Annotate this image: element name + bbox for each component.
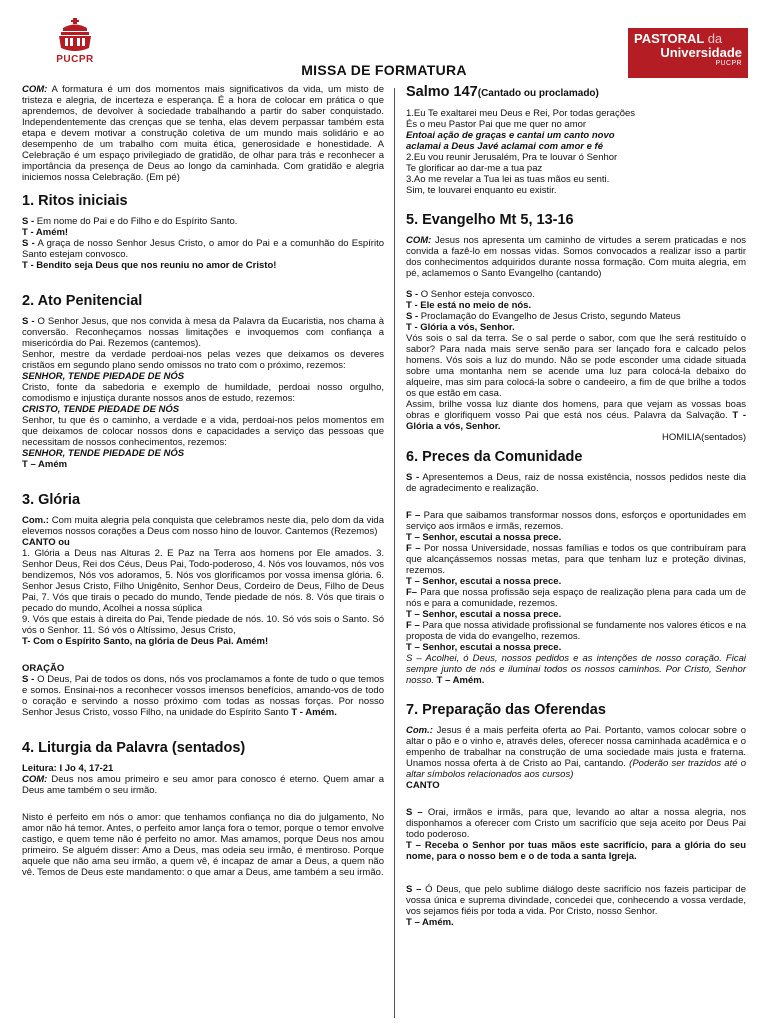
pastoral-logo-line1 xyxy=(634,32,742,46)
ato-paragraph-1-text: O Senhor Jesus, que nos convida à mesa da Palavra da Eucaristia, nos chama à conversão. Reconheçamos nossas limitações e invoquemos com confiança a misericórdia do Pai. Rezemos (cantemos). xyxy=(22,316,385,349)
oferendas-prayer-2 xyxy=(406,884,746,917)
section-title-ritos: 1. Ritos iniciais xyxy=(22,193,128,209)
section-title-oferendas: 7. Preparação das Oferendas xyxy=(406,702,606,718)
section-title-salmo xyxy=(406,84,746,102)
speaker-label: S - xyxy=(22,216,35,227)
prece-3 xyxy=(406,587,746,609)
ritos-line-2: T - Amém! xyxy=(22,227,69,238)
salmo-refrain-2: aclamai a Deus Javé aclamai com amor e fé xyxy=(406,141,603,152)
universidade-word: Universidade xyxy=(660,45,742,60)
salmo-refrain-1: Entoai ação de graças e cantai um canto novo xyxy=(406,130,615,141)
liturgia-commentary xyxy=(22,774,384,796)
ato-paragraph-4: Senhor, tu que és o caminho, a verdade e a vida, perdoai-nos pelos momentos em que deixamos de colocar nossos dons e capacidades a serviço das pessoas que necessitam de nossos conhecimentos, rezemos: xyxy=(22,415,384,448)
evangelho-reading-2-text: Assim, brilhe vossa luz diante dos homens, para que vejam as vossas boas obras e glorifiquem vosso Pai que está nos céus. Palavra da Salvação. xyxy=(406,399,746,421)
ritos-line-3 xyxy=(22,238,384,260)
evangelho-line-1 xyxy=(406,289,746,300)
section-title-preces: 6. Preces da Comunidade xyxy=(406,449,583,465)
pucpr-small-word: PUCPR xyxy=(715,60,742,67)
evangelho-acclamation: T - Glória a vós, Senhor. xyxy=(406,410,747,432)
prece-1 xyxy=(406,510,746,532)
prece-response: T – Senhor, escutai a nossa prece. xyxy=(406,609,562,620)
prece-response: T – Senhor, escutai a nossa prece. xyxy=(406,576,562,587)
ato-response-2: CRISTO, TENDE PIEDADE DE NÓS xyxy=(22,404,180,415)
gloria-final: T- Com o Espírito Santo, na glória de Deus Pai. Amém! xyxy=(22,636,269,647)
evangelho-reading-2 xyxy=(406,399,746,432)
speaker-label: F– xyxy=(406,587,418,598)
section-title-evangelho: 5. Evangelho Mt 5, 13-16 xyxy=(406,212,574,228)
oferendas-prayer-2-text: Ó Deus, que pelo sublime diálogo deste sacrifício nos fazeis participar de vossa única e suprema divindade, concedei que, conhecendo a vossa verdade, vos sejamos fiéis por toda a vida. Por Cristo, nosso Senhor. xyxy=(406,884,747,917)
da-word: da xyxy=(707,31,723,46)
right-column xyxy=(406,84,746,928)
preces-intro-text: Apresentemos a Deus, raiz de nossa existência, nossos pedidos neste dia de agradecimento e realização. xyxy=(406,472,747,494)
commentary-label: Com.: xyxy=(22,515,49,526)
logo-left-label: PUCPR xyxy=(56,54,94,65)
speaker-label: F – xyxy=(406,510,421,521)
oferendas-amen: T – Amém. xyxy=(406,917,454,928)
ato-paragraph-1 xyxy=(22,316,384,349)
speaker-label: F – xyxy=(406,543,421,554)
evangelho-line-4: T - Glória a vós, Senhor. xyxy=(406,322,515,333)
evangelho-commentary xyxy=(406,235,746,279)
section-title-gloria: 3. Glória xyxy=(22,492,81,508)
salmo-title: Salmo 147 xyxy=(406,84,478,100)
column-divider xyxy=(394,88,395,1018)
homilia-label: HOMILIA(sentados) xyxy=(662,432,746,443)
salmo-line-4: Te glorificar ao dar-me a tua paz xyxy=(406,163,543,174)
oferendas-note: (Poderão ser trazidos até o altar símbolos relacionados aos cursos) xyxy=(406,758,746,780)
salmo-line-6: Sim, te louvarei enquanto eu existir. xyxy=(406,185,557,196)
oracao-label: ORAÇÃO xyxy=(22,663,65,674)
oferendas-prayer-1 xyxy=(406,807,746,840)
speaker-label: S - xyxy=(22,238,35,249)
ritos-line-4: T - Bendito seja Deus que nos reuniu no amor de Cristo! xyxy=(22,260,277,271)
salmo-line-2: És o meu Pastor Pai que me quer no amor xyxy=(406,119,587,130)
intro-lead: COM: xyxy=(22,84,48,95)
leitura-text: Nisto é perfeito em nós o amor: que tenhamos confiança no dia do julgamento, No amor não há temor. Antes, o perfeito amor lança fora o temor, porque o temor envolve castigo, e quem teme não é perfeito no amor. Mas amamos, porque Deus nos amou primeiro. Se alguém disser: Amo a Deus, mas odeia seu irmão, é mentiroso. Porque aquele que não ama seu irmão, a quem vê, é incapaz de amar a Deus, a quem não vê. Temos de Deus este mandamento: o que amar a Deus, ame também a seu irmão. xyxy=(22,812,384,878)
gloria-canto-label: CANTO ou xyxy=(22,537,70,548)
gloria-hymn: 1. Glória a Deus nas Alturas 2. E Paz na Terra aos homens por Ele amados. 3. Senhor Deus, Rei dos Céus, Deus Pai, Todo-poderoso, 4. Nós vos louvamos, nós vos bendizemos, Nós vos adoramos, 5. Nós vos glorificamos por vossa imensa glória. 6. Senhor Jesus Cristo, Filho Unigênito, Senhor Deus, Cordeiro de Deus, Filho de Deus Pai, 7. Vós que tirais o pecado do mundo, Tende piedade de nós. 8. Vós que tirais o pecado do mundo, Acolhei a nossa súplica xyxy=(22,548,384,614)
speaker-label: S - xyxy=(22,316,35,327)
oracao-body: O Deus, Pai de todos os dons, nós vos proclamamos a fonte de tudo o que temos e somos. Ensinai-nos a reconhecer vossos imensos benefícios, amando-vos de todo o coração e servindo a nosso próximo com todas as nossas forças. Por nosso Senhor Jesus Cristo, vosso Filho, na unidade do Espírito Santo xyxy=(22,674,385,718)
intro-text: A formatura é um dos momentos mais significativos da vida, um misto de tristeza e alegria, de incerteza e esperança. É a hora de colocar em prática o que aprendemos, de devolver à sociedade trabalhando a partir do saber conquistado. Independentemente das crenças que se tenha, elas devem perpassar também esta etapa e devem motivar a construção coletiva de um mundo mais solidário e ao desempenho de um trabalho com muita ética, generosidade e honestidade. A Celebração é um espaço privilegiado de gratidão, de olhar para trás e reconhecer a importância da presença de Deus ao longo da caminhada. Com gratidão e alegria iniciemos nossa Celebração. (Em pé) xyxy=(22,84,384,183)
speaker-label: S – xyxy=(406,807,423,818)
gloria-commentary-text: Com muita alegria pela conquista que celebramos neste dia, pelo dom da vida elevemos nossos corações a Deus com nosso hino de louvor. Cantemos (Rezemos) xyxy=(22,515,384,537)
page-title: MISSA DE FORMATURA xyxy=(301,62,467,78)
gloria-hymn-2: 9. Vós que estais à direita do Pai, Tende piedade de nós. 10. Só vós sois o Santo. Só vós o Senhor. 11. Só vós o Altíssimo, Jesus Cristo, xyxy=(22,614,384,636)
ritos-line-1-text: Em nome do Pai e do Filho e do Espírito Santo. xyxy=(36,216,238,227)
pastoral-word: PASTORAL xyxy=(634,31,705,46)
commentary-label: COM: xyxy=(406,235,432,246)
section-title-ato-penitencial: 2. Ato Penitencial xyxy=(22,293,143,309)
preces-amen: T – Amém. xyxy=(436,675,485,686)
prece-response: T – Senhor, escutai a nossa prece. xyxy=(406,532,562,543)
prece-4-text: Para que nossa atividade profissional se fundamente nos valores éticos e na proposta de vida do evangelho, rezemos. xyxy=(406,620,746,642)
oferendas-prayer-1-text: Orai, irmãos e irmãs, para que, levando ao altar a nossa alegria, nos disponhamos a oferecer com Cristo um sacrifício que seja aceito por Deus Pai todo poderoso. xyxy=(406,807,747,840)
pucpr-logo xyxy=(44,18,106,65)
evangelho-line-3-text: Proclamação do Evangelho de Jesus Cristo, segundo Mateus xyxy=(420,311,681,322)
preces-closing xyxy=(406,653,746,686)
prece-2-text: Por nossa Universidade, nossas famílias e todos os que contribuíram para que alcançássemos nossas metas, para que tenham luz e proteção divinas, rezemos. xyxy=(406,543,747,576)
oferendas-response: T – Receba o Senhor por tuas mãos este sacrifício, para a glória do seu nome, para o nosso bem e o de toda a santa Igreja. xyxy=(406,840,746,862)
commentary-label: COM: xyxy=(22,774,48,785)
evangelho-commentary-text: Jesus nos apresenta um caminho de virtudes a serem praticadas e nos convida a fazê-lo em nossas vidas. Somos convocados a realizar isso a partir dos conhecimentos adquiridos durante nossa formação. Com muita alegria, em pé, aclamemos o Santo Evangelho (cantando) xyxy=(406,235,747,279)
prece-3-text: Para que nossa profissão seja espaço de realização plena para cada um de nós e para a comunidade, rezemos. xyxy=(406,587,746,609)
evangelho-reading: Vós sois o sal da terra. Se o sal perde o sabor, com que lhe será restituído o sabor? Para nada mais serve senão para ser lançado fora e calcado pelos homens. Vós sois a luz do mundo. Não se pode esconder uma cidade situada sobre uma montanha nem se acende uma luz para colocá-la debaixo do alqueire, mas sim para colocá-la sobre o candeeiro, a fim de que brilhe a todos os que estão em casa. xyxy=(406,333,746,399)
speaker-label: S - xyxy=(22,674,35,685)
evangelho-line-3 xyxy=(406,311,746,322)
oracao-text xyxy=(22,674,384,718)
ato-response-1: SENHOR, TENDE PIEDADE DE NÓS xyxy=(22,371,185,382)
speaker-label: F – xyxy=(406,620,420,631)
ato-paragraph-2: Senhor, mestre da verdade perdoai-nos pelas vezes que deixamos os deveres cristãos em segundo plano sendo omissos no trato com o próximo, rezemos: xyxy=(22,349,384,371)
salmo-line-1: 1.Eu Te exaltarei meu Deus e Rei, Por todas gerações xyxy=(406,108,636,119)
speaker-label: S - xyxy=(406,311,419,322)
commentary-label: Com.: xyxy=(406,725,433,736)
salmo-line-5: 3.Ao me revelar a Tua lei as tuas mãos eu senti. xyxy=(406,174,610,185)
oferendas-canto: CANTO xyxy=(406,780,440,791)
evangelho-line-1-text: O Senhor esteja convosco. xyxy=(420,289,535,300)
prece-4 xyxy=(406,620,746,642)
intro-paragraph xyxy=(22,84,384,183)
ato-amen: T – Amém xyxy=(22,459,68,470)
pucpr-crest-icon xyxy=(55,18,95,52)
prece-response: T – Senhor, escutai a nossa prece. xyxy=(406,642,562,653)
salmo-subtitle: (Cantado ou proclamado) xyxy=(477,88,599,99)
oracao-amen: T - Amém. xyxy=(291,707,337,718)
salmo-line-3: 2.Eu vou reunir Jerusalém, Pra te louvar ó Senhor xyxy=(406,152,618,163)
prece-2 xyxy=(406,543,746,576)
ato-paragraph-3: Cristo, fonte da sabedoria e exemplo de humildade, perdoai nosso orgulho, comodismo e injustiça durante nossos anos de estudo, rezemos: xyxy=(22,382,384,404)
oferendas-commentary-text: Jesus é a mais perfeita oferta ao Pai. Portanto, vamos colocar sobre o altar o pão e o vinho e, através deles, oferecer nossa caminhada acadêmica e o empenho de trabalhar na construção de uma sociedade mais justa e fraterna. Unamos nossa oferta à de Cristo ao Pai, cantando. xyxy=(406,725,746,769)
section-title-liturgia: 4. Liturgia da Palavra (sentados) xyxy=(22,740,246,756)
speaker-label: S – xyxy=(406,884,422,895)
liturgia-commentary-text: Deus nos amou primeiro e seu amor para conosco é eterno. Quem amar a Deus ame também o seu irmão. xyxy=(22,774,384,796)
preces-intro xyxy=(406,472,746,494)
gloria-commentary xyxy=(22,515,384,537)
evangelho-line-2: T - Ele está no meio de nós. xyxy=(406,300,532,311)
ato-response-3: SENHOR, TENDE PIEDADE DE NÓS xyxy=(22,448,185,459)
ritos-line-1 xyxy=(22,216,384,227)
speaker-label: S - xyxy=(406,289,419,300)
speaker-label: S - xyxy=(406,472,420,483)
ritos-line-3-text: A graça de nosso Senhor Jesus Cristo, o amor do Pai e a comunhão do Espírito Santo estejam convosco. xyxy=(22,238,384,260)
prece-1-text: Para que saibamos transformar nossos dons, esforços e oportunidades em serviço aos irmãos e irmãs, rezemos. xyxy=(406,510,746,532)
oferendas-commentary xyxy=(406,725,746,780)
leitura-reference: Leitura: I Jo 4, 17-21 xyxy=(22,763,114,774)
left-column xyxy=(22,84,384,878)
preces-closing-text: S – Acolhei, ó Deus, nossos pedidos e as intenções de nosso coração. Ficai sempre junto de nós e iluminai todos os nossos caminhos. Por Cristo, Senhor nosso. xyxy=(406,653,746,686)
